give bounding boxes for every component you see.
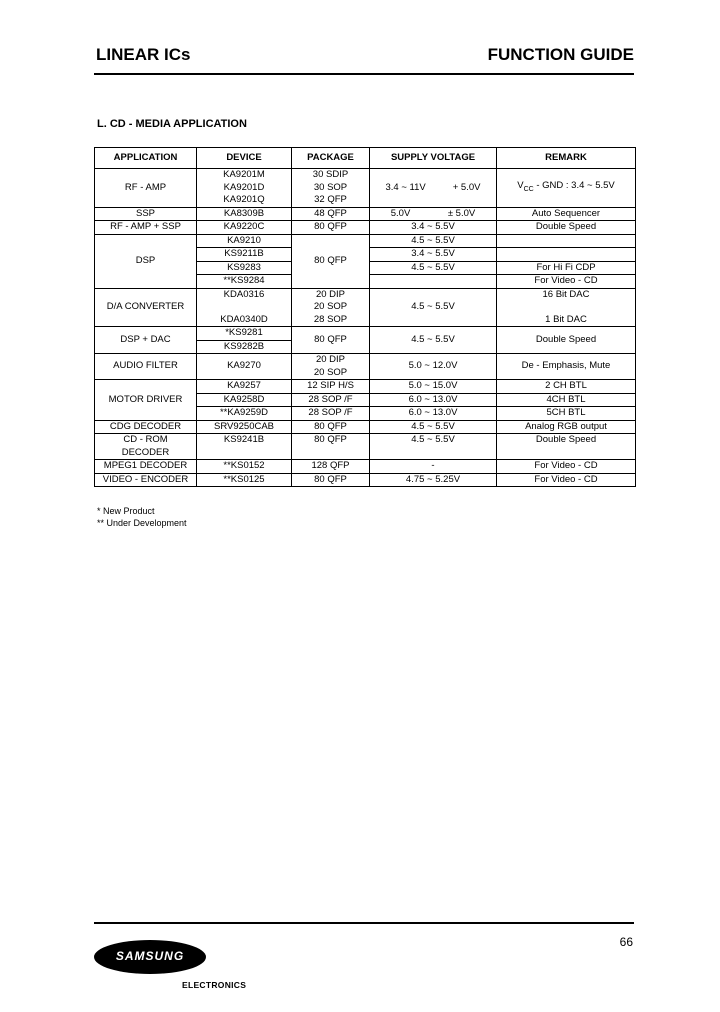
application-cell: RF - AMP + SSP [95,221,197,235]
electronics-label: ELECTRONICS [182,980,247,990]
table-row [95,420,636,434]
voltage-cell: 4.5 ~ 5.5V [370,234,497,248]
application-cell: D/A CONVERTER [95,288,197,327]
remark-cell: For Video - CD [497,460,636,474]
package-label: 20 SOP [313,301,348,312]
package-cell: 80 QFP [292,434,370,460]
voltage-cell [370,207,497,221]
voltage-cell: 5.0 ~ 12.0V [370,354,497,380]
voltage-cell: - [370,460,497,474]
device-cell [197,169,292,208]
remark-cell: Analog RGB output [497,420,636,434]
voltage-cell: 3.4 ~ 5.5V [370,221,497,235]
header-rule [94,73,634,75]
device-label: KDA0316 [223,288,265,300]
package-cell: 80 QFP [292,327,370,354]
device-cell: *KS9281 [197,327,292,341]
remark-label: 1 Bit DAC [545,313,587,325]
column-header: PACKAGE [292,148,370,169]
application-label: DECODER [121,446,170,458]
remark-cell [497,169,636,208]
device-cell: KS9211B [197,248,292,262]
package-cell: 80 QFP [292,420,370,434]
device-cell: **KA9259D [197,407,292,421]
header-left-title: LINEAR ICs [96,45,191,64]
device-cell: KS9241B [197,434,292,460]
voltage-cell: 5.0 ~ 15.0V [370,380,497,394]
table-row [95,169,636,208]
voltage-label: + 5.0V [452,181,481,193]
remark-cell: De - Emphasis, Mute [497,354,636,380]
table-row [95,473,636,487]
remark-cell: 4CH BTL [497,393,636,407]
application-cell: CDG DECODER [95,420,197,434]
table-row [95,380,636,394]
voltage-cell: 4.5 ~ 5.5V [370,420,497,434]
device-cell: KA9258D [197,393,292,407]
application-cell: DSP + DAC [95,327,197,354]
device-label: KDA0340D [220,313,268,325]
footer-rule [94,922,634,924]
device-cell [197,288,292,327]
device-cell: KA8309B [197,207,292,221]
remark-cell [497,248,636,262]
remark-cell: Double Speed [497,327,636,354]
column-header: DEVICE [197,148,292,169]
package-cell: 12 SIP H/S [292,380,370,394]
device-label: KA9201M [223,169,265,180]
device-cell: SRV9250CAB [197,420,292,434]
page-number: 66 [619,935,633,949]
device-cell: **KS0125 [197,473,292,487]
application-cell: VIDEO - ENCODER [95,473,197,487]
device-label: KA9201Q [223,194,265,205]
remark-cell: Double Speed [497,434,636,460]
remark-cell: Double Speed [497,221,636,235]
package-cell: 28 SOP /F [292,393,370,407]
footnote: * New Product [97,506,155,516]
remark-cell [497,288,636,327]
package-cell: 128 QFP [292,460,370,474]
voltage-cell: 4.5 ~ 5.5V [370,434,497,460]
device-cell: KA9210 [197,234,292,248]
footnote: ** Under Development [97,517,187,528]
remark-cell: 5CH BTL [497,407,636,421]
samsung-logo [94,940,206,974]
device-label: KA9201D [223,181,265,193]
column-header: REMARK [497,148,636,169]
package-cell [292,354,370,380]
logo-text: SAMSUNG [115,949,185,963]
table-row [95,207,636,221]
package-cell [292,169,370,208]
voltage-label: ± 5.0V [447,207,476,219]
application-cell: SSP [95,207,197,221]
column-header: SUPPLY VOLTAGE [370,148,497,169]
remark-cell: For Video - CD [497,275,636,289]
function-table [94,147,636,487]
package-label: 30 SOP [313,181,348,193]
package-label: 30 SDIP [312,169,349,180]
application-cell: MOTOR DRIVER [95,380,197,421]
table-row [95,460,636,474]
voltage-cell: 3.4 ~ 5.5V [370,248,497,262]
package-cell: 80 QFP [292,221,370,235]
remark-label: V [517,179,524,191]
table-row [95,221,636,235]
remark-label: - GND : 3.4 ~ 5.5V [533,179,615,191]
table-row [95,288,636,327]
table-row [95,327,636,341]
package-label: 28 SOP [313,313,348,325]
header-right-title: FUNCTION GUIDE [487,45,634,64]
table-row [95,354,636,380]
remark-cell: For Video - CD [497,473,636,487]
package-label: 20 DIP [315,288,346,300]
voltage-cell [370,169,497,208]
application-cell: MPEG1 DECODER [95,460,197,474]
voltage-cell: 6.0 ~ 13.0V [370,393,497,407]
package-label: 32 QFP [314,194,347,205]
device-cell: **KS9284 [197,275,292,289]
remark-subscript: CC [523,185,534,193]
device-cell: KA9220C [197,221,292,235]
package-cell: 80 QFP [292,473,370,487]
device-cell: KA9270 [197,354,292,380]
voltage-cell: 4.5 ~ 5.5V [370,261,497,275]
column-header: APPLICATION [95,148,197,169]
remark-cell: Auto Sequencer [497,207,636,221]
table-row [95,434,636,460]
package-cell [292,288,370,327]
voltage-label: 3.4 ~ 11V [385,181,426,193]
remark-label: 16 Bit DAC [542,288,590,300]
footnotes [97,506,187,529]
application-cell: AUDIO FILTER [95,354,197,380]
device-cell: KS9282B [197,340,292,354]
device-cell: **KS0152 [197,460,292,474]
remark-cell [497,234,636,248]
application-cell: RF - AMP [95,169,197,208]
section-title: L. CD - MEDIA APPLICATION [97,118,247,130]
voltage-cell: 6.0 ~ 13.0V [370,407,497,421]
application-cell [95,434,197,460]
remark-cell: For Hi Fi CDP [497,261,636,275]
package-label: 20 DIP [315,354,346,365]
package-cell: 80 QFP [292,234,370,288]
application-cell: DSP [95,234,197,288]
voltage-label: 5.0V [390,207,411,219]
voltage-cell: 4.5 ~ 5.5V [370,288,497,327]
voltage-cell: 4.75 ~ 5.25V [370,473,497,487]
application-label: CD - ROM [123,434,168,445]
package-cell: 28 SOP /F [292,407,370,421]
device-cell: KS9283 [197,261,292,275]
device-cell: KA9257 [197,380,292,394]
table-header-row [95,148,636,169]
package-label: 20 SOP [313,366,348,378]
package-cell: 48 QFP [292,207,370,221]
table-row [95,234,636,248]
voltage-cell: 4.5 ~ 5.5V [370,327,497,354]
remark-cell: 2 CH BTL [497,380,636,394]
voltage-cell [370,275,497,289]
